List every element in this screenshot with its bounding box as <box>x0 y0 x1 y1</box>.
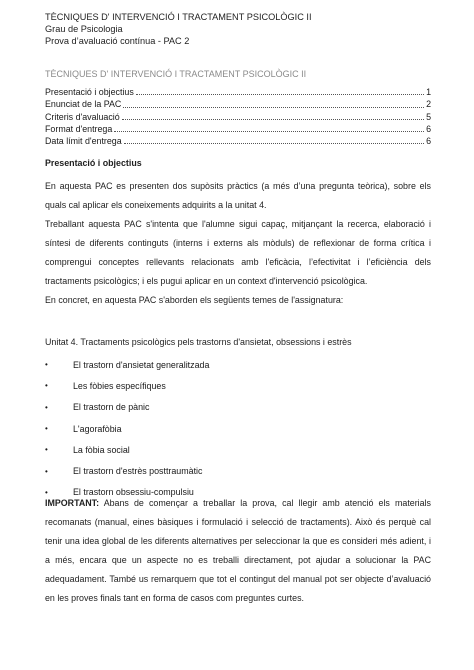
table-of-contents <box>45 86 431 147</box>
bullet-icon: • <box>45 424 48 434</box>
topics-list <box>45 354 425 503</box>
list-item <box>45 354 425 375</box>
list-item-text: L'agorafòbia <box>73 423 122 434</box>
section-heading: Presentació i objectius <box>45 158 142 168</box>
toc-leader-dots <box>136 93 424 95</box>
bullet-icon: • <box>45 381 48 391</box>
list-item-text: El trastorn d'ansietat generalitzada <box>73 359 210 370</box>
toc-entry-label: Criteris d'avaluació <box>45 111 120 122</box>
toc-entry-page: 5 <box>426 111 431 122</box>
list-item <box>45 460 425 481</box>
bullet-icon: • <box>45 402 48 412</box>
unit-title: Unitat 4. Tractaments psicològics pels trastorns d'ansietat, obsessions i estrès <box>45 337 352 347</box>
toc-title: TÈCNIQUES D' INTERVENCIÓ I TRACTAMENT PSICOLÒGIC II <box>45 69 307 79</box>
intro-paragraph: En aquesta PAC es presenten dos supòsits pràctics (a més d’una pregunta teòrica), sobre els quals cal aplicar els coneixements adquirits a la unitat 4. <box>45 181 431 210</box>
toc-entry[interactable] <box>45 86 431 98</box>
header-course-title: TÈCNIQUES D' INTERVENCIÓ I TRACTAMENT PSICOLÒGIC II <box>45 12 312 22</box>
toc-entry[interactable] <box>45 98 431 110</box>
toc-entry-label: Data límit d'entrega <box>45 136 122 147</box>
toc-leader-dots <box>122 118 424 120</box>
list-item <box>45 418 425 439</box>
header-assignment: Prova d’avaluació contínua - PAC 2 <box>45 36 190 46</box>
toc-entry-page: 1 <box>426 87 431 97</box>
bullet-icon: • <box>45 445 48 455</box>
list-item-text: El trastorn obsessiu-compulsiu <box>73 487 194 498</box>
toc-entry-label: Presentació i objectius <box>45 87 134 97</box>
important-text: Abans de començar a treballar la prova, cal llegir amb atenció els materials recomanats (manual, eines bàsiques i formulació i selecció de tractaments). Això és perquè cal tenir una idea global de les diferents alternatives per seleccionar la que es consideri més adient, i a més, encara que un aspecte no es treballi directament, pot ajudar a solucionar la PAC adequadament. També us remarquem que tot el contingut del manual pot ser objecte d’avaluació en les proves finals tant en forma de casos com preguntes curtes. <box>45 498 431 603</box>
toc-leader-dots <box>124 142 424 144</box>
toc-entry-label: Format d'entrega <box>45 123 113 134</box>
list-item-text: La fòbia social <box>73 444 130 455</box>
important-note <box>45 494 431 608</box>
list-item <box>45 439 425 460</box>
list-item-text: Les fòbies específiques <box>73 380 166 391</box>
list-item <box>45 397 425 418</box>
toc-entry[interactable] <box>45 135 431 147</box>
important-label: IMPORTANT: <box>45 498 100 508</box>
bullet-icon: • <box>45 360 48 370</box>
topics-intro: En concret, en aquesta PAC s'aborden els següents temes de l'assignatura: <box>45 295 344 305</box>
header-degree: Grau de Psicologia <box>45 24 123 34</box>
list-item-text: El trastorn de pànic <box>73 402 150 413</box>
toc-entry[interactable] <box>45 111 431 123</box>
bullet-icon: • <box>45 466 48 476</box>
toc-entry-page: 6 <box>426 136 431 147</box>
toc-entry-label: Enunciat de la PAC <box>45 99 122 110</box>
bullet-icon: • <box>45 487 48 497</box>
toc-entry-page: 2 <box>426 99 431 110</box>
toc-entry-page: 6 <box>426 123 431 134</box>
toc-leader-dots <box>123 106 424 108</box>
objectives-paragraph: Treballant aquesta PAC s'intenta que l'alumne sigui capaç, mitjançant la recerca, elaboració i síntesi de diferents continguts (interns i externs als mòduls) de reflexionar de forma crítica i comprengui conceptes rellevants relacionats amb l'eficàcia, l’efectivitat i l’eficiència dels tractaments psicològics; i els pugui aplicar en un context d'intervenció psicològica. <box>45 219 431 286</box>
list-item-text: El trastorn d'estrès posttraumàtic <box>73 466 203 477</box>
toc-entry[interactable] <box>45 123 431 135</box>
list-item <box>45 375 425 396</box>
toc-leader-dots <box>114 130 424 132</box>
